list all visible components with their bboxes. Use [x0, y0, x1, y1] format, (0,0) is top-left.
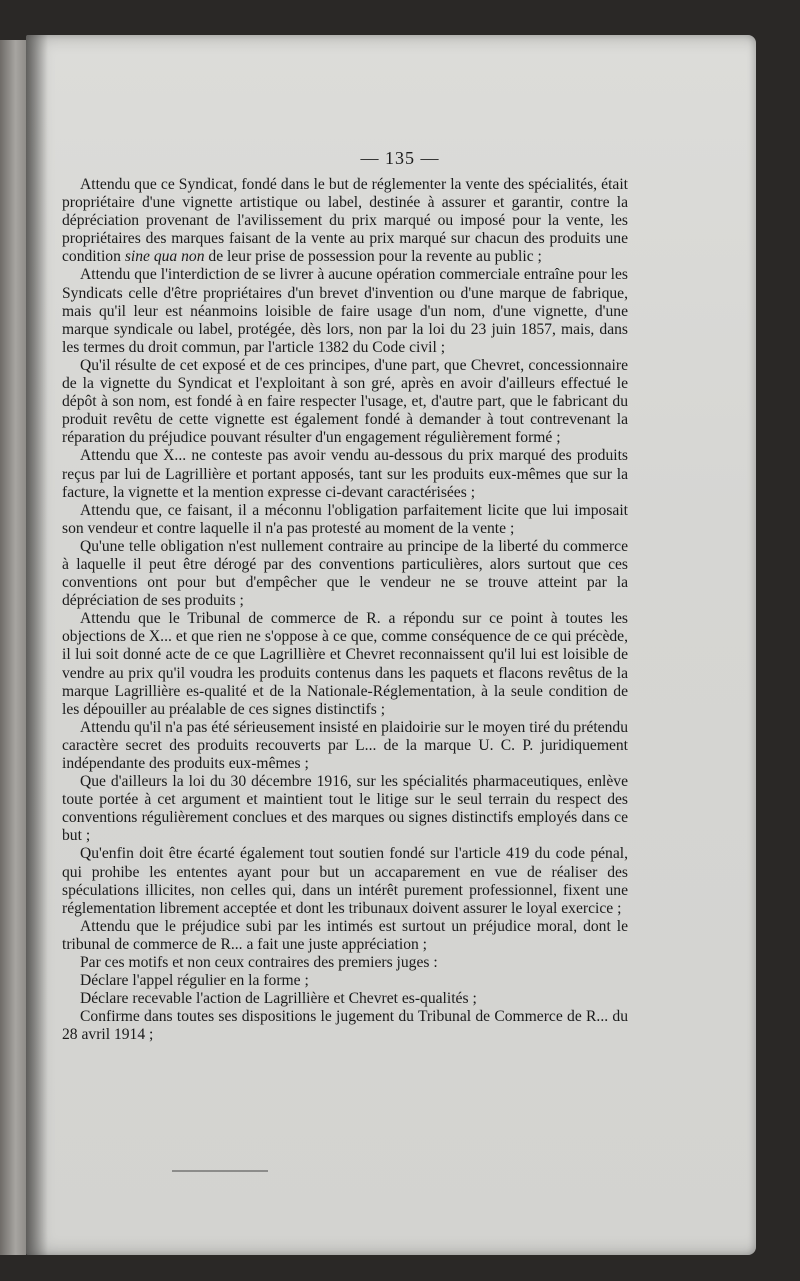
paragraph: Attendu que, ce faisant, il a méconnu l'obligation parfaitement licite que lui imposait son vendeur et contre laquelle il n'a pas protesté au moment de la vente ;	[62, 501, 628, 537]
paragraph: Attendu que ce Syndicat, fondé dans le but de réglementer la vente des spécialités, était propriétaire d'une vignette artistique ou label, destinée à assurer et garantir, contre la dépréciation provenant de l'avilissement du prix marqué ou imposé pour la vente, les propriétaires des marques faisant de la vente au prix marqué sur chacun des produits une condition sine qua non de leur prise de possession pour la revente au public ;	[62, 176, 628, 266]
paragraph: Attendu que le Tribunal de commerce de R. a répondu sur ce point à toutes les objections de X... et que rien ne s'oppose à ce que, comme conséquence de ce qui précède, il lui soit donné acte de ce que Lagrillière et Chevret reconnaissent qu'il lui est loisible de vendre au prix qu'il voudra les produits contenus dans les paquets et flacons revêtus de la marque Lagrillière es-qualité et de la Nationale-Réglementation, à la seule condition de les dépouiller au préalable de ces signes distinctifs ;	[62, 610, 628, 718]
paragraph: Par ces motifs et non ceux contraires des premiers juges :	[80, 954, 438, 972]
previous-page-edge	[0, 40, 26, 1255]
page-number: — 135 —	[360, 148, 440, 168]
paragraph: Déclare recevable l'action de Lagrillière et Chevret es-qualités ;	[80, 990, 477, 1008]
spine-shadow	[26, 35, 48, 1255]
footer-rule	[172, 1170, 268, 1172]
paragraph: Attendu qu'il n'a pas été sérieusement insisté en plaidoirie sur le moyen tiré du prétendu caractère secret des produits recouverts par L... de la marque U. C. P. juridiquement indépendante des produits eux-mêmes ;	[62, 718, 628, 772]
paragraph: Qu'une telle obligation n'est nullement contraire au principe de la liberté du commerce à laquelle il peut être dérogé par des conventions particulières, alors surtout que ces conventions ont pour but d'empêcher que le vendeur ne se trouve atteint par la dépréciation de ses produits ;	[62, 537, 628, 610]
latin-phrase: sine qua non	[124, 248, 205, 266]
paragraph: Attendu que l'interdiction de se livrer à aucune opération commerciale entraîne pour les Syndicats celle d'être propriétaires d'un brevet d'invention ou d'une marque de fabrique, mais qu'il leur est néanmoins loisible de faire usage d'un nom, d'une vignette, d'une marque syndicale ou label, protégée, dès lors, non par la loi du 23 juin 1857, mais, dans les termes du droit commun, par l'article 1382 du Code civil ;	[62, 266, 628, 356]
body-text	[62, 176, 628, 1045]
paragraph: Attendu que X... ne conteste pas avoir vendu au-dessous du prix marqué des produits reçus par lui de Lagrillière et portant apposés, tant sur les produits eux-mêmes que sur la facture, la vignette et la mention expresse ci-devant caractérisées ;	[62, 447, 628, 501]
paragraph: Attendu que le préjudice subi par les intimés est surtout un préjudice moral, dont le tribunal de commerce de R... a fait une juste appréciation ;	[62, 917, 628, 953]
paragraph: Confirme dans toutes ses dispositions le jugement du Tribunal de Commerce de R... du 28 avril 1914 ;	[62, 1008, 628, 1044]
paragraph: Qu'enfin doit être écarté également tout soutien fondé sur l'article 419 du code pénal, qui prohibe les ententes ayant pour but un accaparement en vue de réaliser des spéculations illicites, non celles qui, dans un intérêt purement professionnel, fixent une réglementation librement acceptée et dont les tribunaux doivent assurer le loyal exercice ;	[62, 845, 628, 917]
paragraph: Déclare l'appel régulier en la forme ;	[80, 972, 309, 990]
paragraph: Que d'ailleurs la loi du 30 décembre 1916, sur les spécialités pharmaceutiques, enlève toute portée à cet argument et maintient tout le litige sur le seul terrain du respect des conventions régulièrement conclues et des marques ou signes distinctifs employés dans ce but ;	[62, 773, 628, 845]
paragraph: Qu'il résulte de cet exposé et de ces principes, d'une part, que Chevret, concessionnaire de la vignette du Syndicat et l'exploitant à son gré, après en avoir d'ailleurs effectué le dépôt à son nom, est fondé à en faire respecter l'usage, et, d'autre part, que le fabricant du produit revêtu de cette vignette est également fondé à demander à tout contrevenant la réparation du préjudice pouvant résulter d'un engagement régulièrement formé ;	[62, 356, 628, 447]
